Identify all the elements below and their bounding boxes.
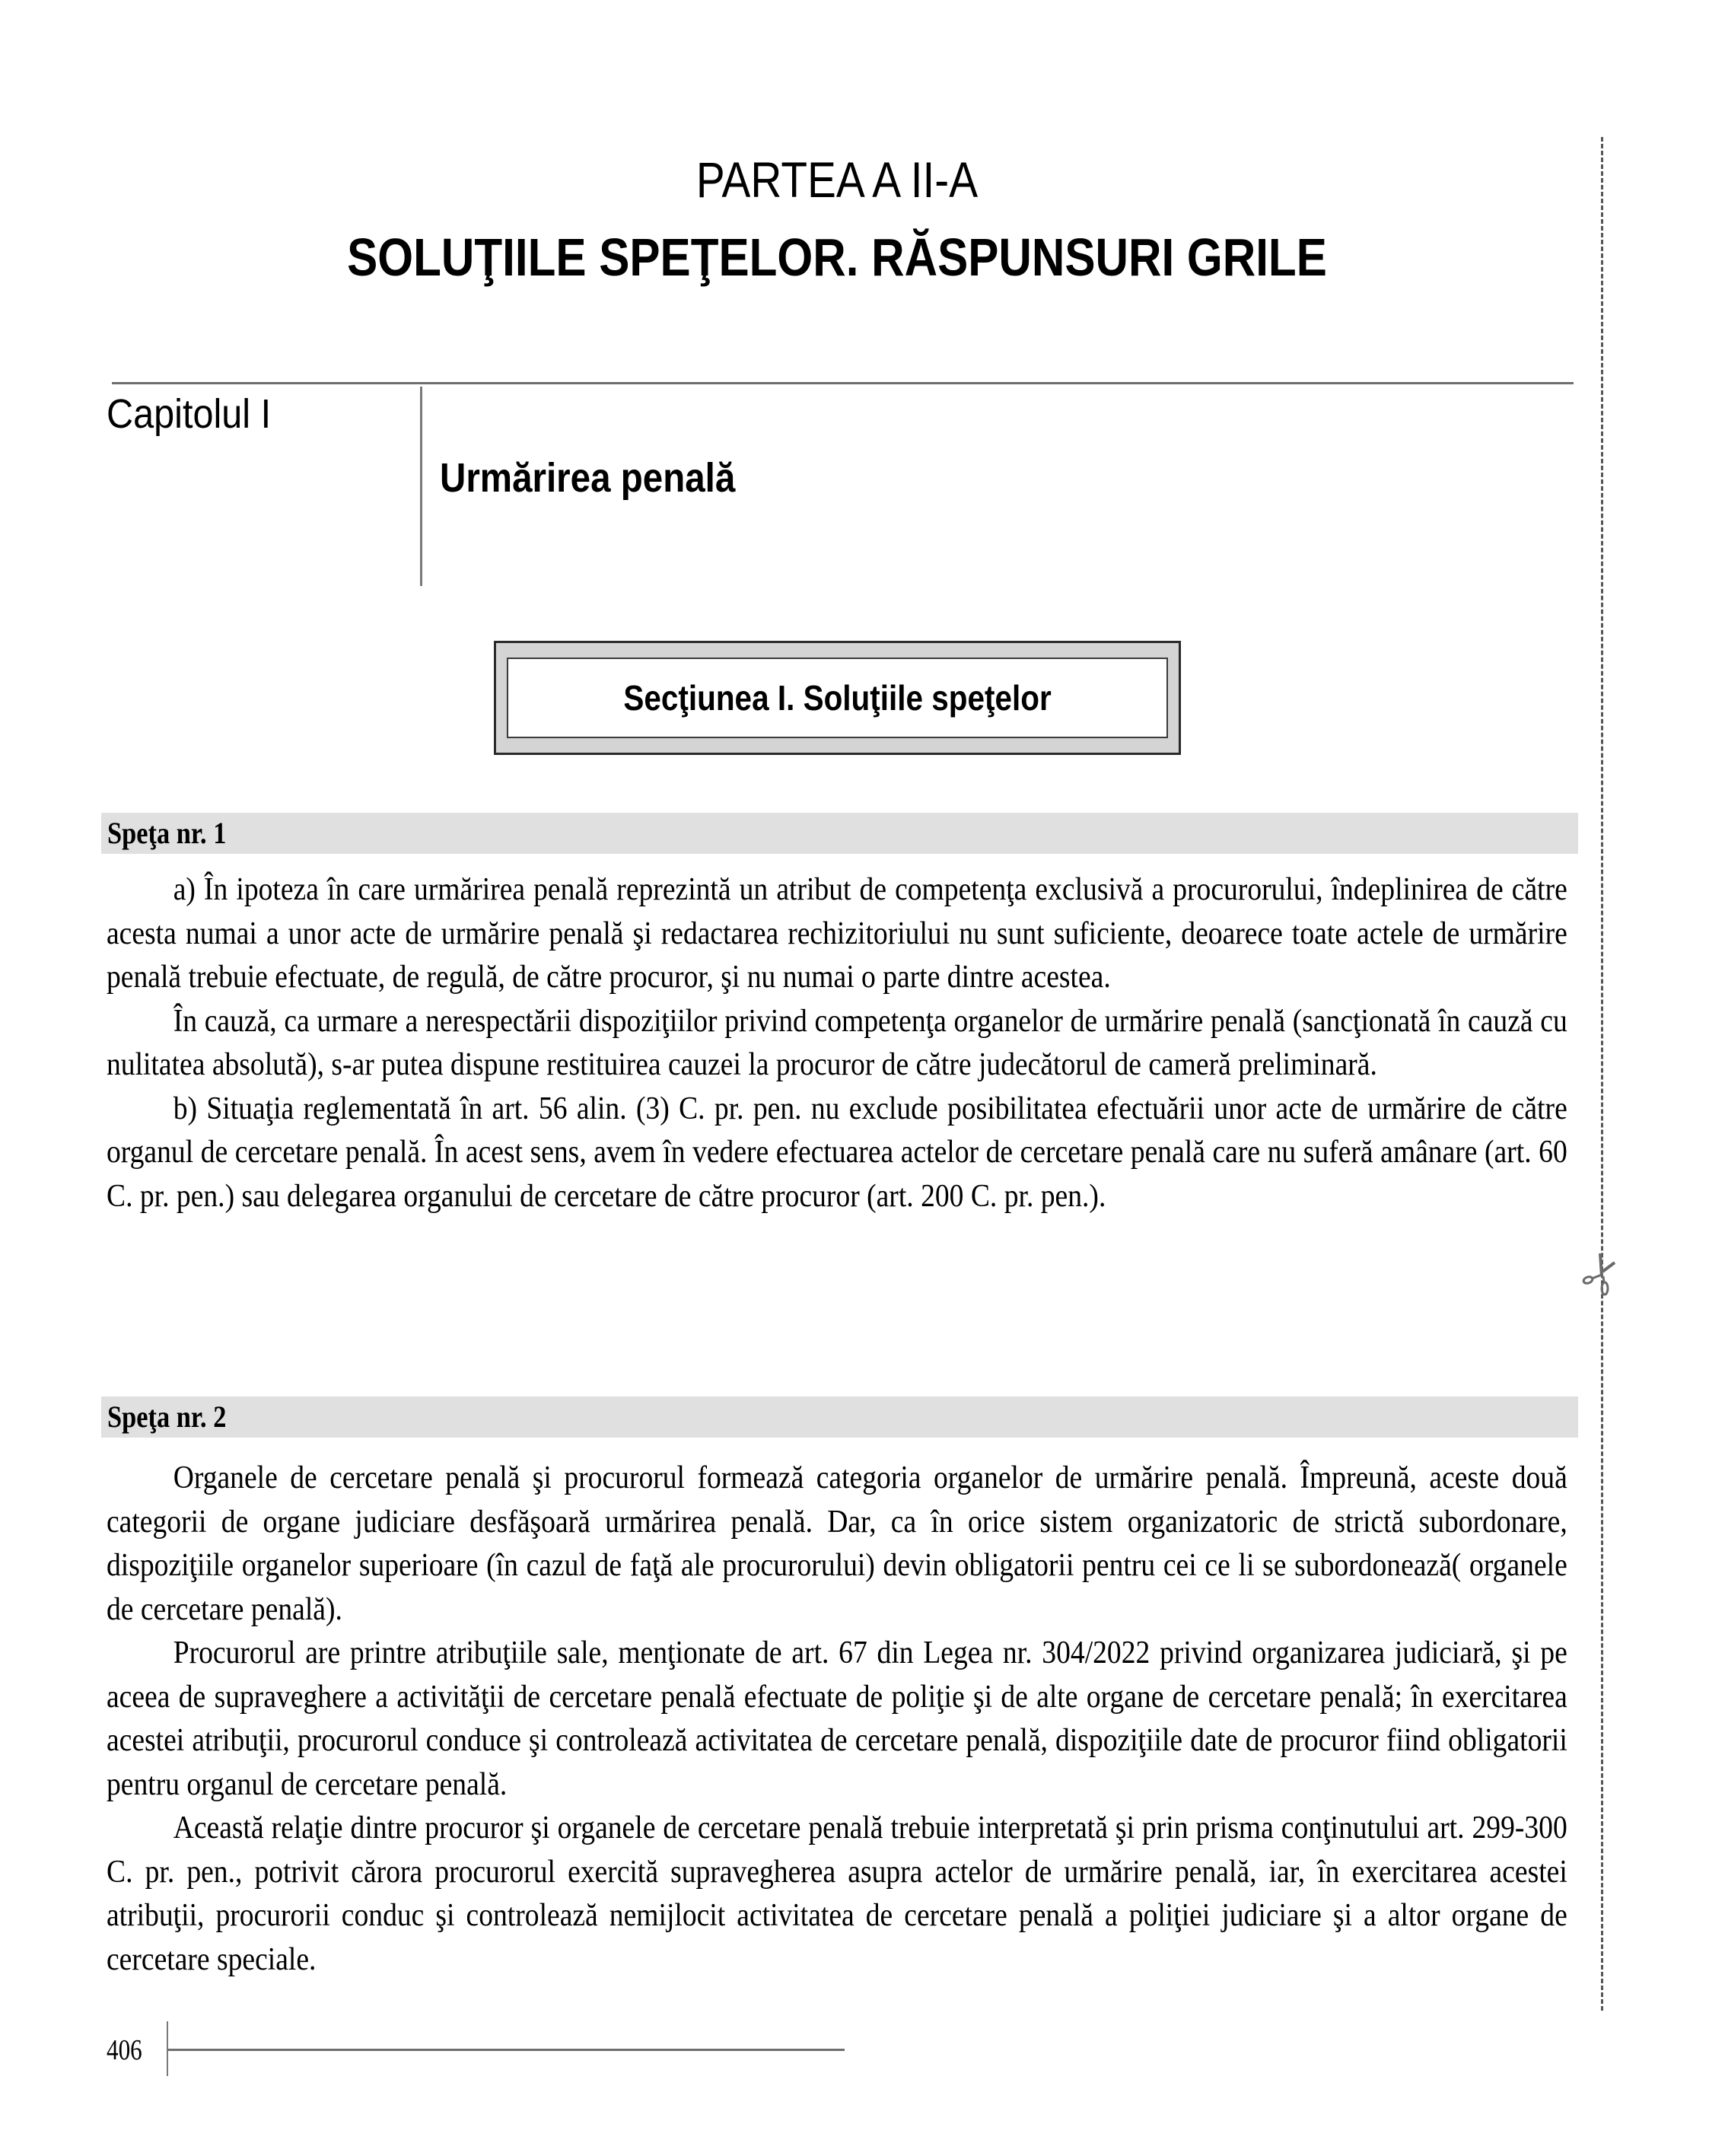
case-heading: Speţa nr. 2 — [107, 1400, 227, 1434]
case-heading: Speţa nr. 1 — [107, 816, 227, 850]
case-paragraph: a) În ipoteza în care urmărirea penală reprezintă un atribut de competenţa exclusivă a procurorului, îndeplinirea de către acesta numai a unor acte de urmărire penală şi redactarea rechizitoriului nu sunt suficiente, deoarece toate actele de urmărire penală trebuie efectuate, de regulă, de către procuror, şi nu numai o parte dintre acestea. — [107, 872, 1567, 995]
case-paragraph: Organele de cercetare penală şi procurorul formează categoria organelor de urmărire penală. Împreună, aceste două categorii de organe judiciare desfăşoară urmărirea penală. Dar, ca în orice sistem organizatoric de strictă subordonare, dispoziţiile organelor superioare (în cazul de faţă ale procurorului) devin obligatorii pentru cei ce li se subordonează( organele de cercetare penală). — [107, 1460, 1567, 1627]
case-heading-band — [101, 813, 1578, 854]
case-paragraph: b) Situaţia reglementată în art. 56 alin. (3) C. pr. pen. nu exclude posibilitatea efectuării unor acte de urmărire de către organul de cercetare penală. În acest sens, avem în vedere efectuarea actelor de cercetare penală care nu suferă amânare (art. 60 C. pr. pen.) sau delegarea organului de cercetare de către procuror (art. 200 C. pr. pen.). — [107, 1091, 1567, 1214]
part-subtitle: SOLUŢIILE SPEŢELOR. RĂSPUNSURI GRILE — [347, 228, 1327, 287]
footer-rule — [167, 2049, 845, 2051]
section-title: Secţiunea I. Soluţiile speţelor — [623, 678, 1052, 718]
scissors-icon — [1581, 1252, 1616, 1296]
case-paragraph: În cauză, ca urmare a nerespectării dispoziţiilor privind competenţa organelor de urmărire penală (sancţionată în cauză cu nulitatea absolută), s-ar putea dispune restituirea cauzei la procuror de către judecătorul de cameră preliminară. — [107, 1003, 1567, 1082]
case-paragraph: Această relaţie dintre procuror şi organele de cercetare penală trebuie interpretată şi prin prisma conţinutului art. 299-300 C. pr. pen., potrivit cărora procurorul exercită supravegherea asupra actelor de urmărire penală, iar, în exercitarea acestei atribuţii, procurorii conduc şi controlează nemijlocit activitatea de cercetare penală a poliţiei judiciare şi a altor organe de cercetare speciale. — [107, 1810, 1567, 1977]
case-body — [107, 868, 1567, 1218]
case-paragraph: Procurorul are printre atribuţiile sale, menţionate de art. 67 din Legea nr. 304/2022 privind organizarea judiciară, şi pe aceea de supraveghere a activităţii de cercetare penală efectuate de poliţie şi de alte organe de cercetare penală; în exercitarea acestei atribuţii, procurorul conduce şi controlează activitatea de cercetare penală, dispoziţiile date de procuror fiind obligatorii pentru organul de cercetare penală. — [107, 1635, 1567, 1802]
case-body — [107, 1457, 1567, 1982]
section-title-box — [494, 641, 1181, 755]
cut-line — [1601, 137, 1603, 2011]
chapter-title: Urmărirea penală — [440, 455, 736, 501]
part-title: PARTEA A II-A — [695, 151, 979, 208]
chapter-label: Capitolul I — [107, 391, 272, 437]
page-number: 406 — [107, 2034, 142, 2066]
case-heading-band — [101, 1396, 1578, 1438]
chapter-rule — [112, 382, 1574, 384]
section-title-inner — [507, 658, 1168, 738]
chapter-divider — [420, 387, 422, 586]
